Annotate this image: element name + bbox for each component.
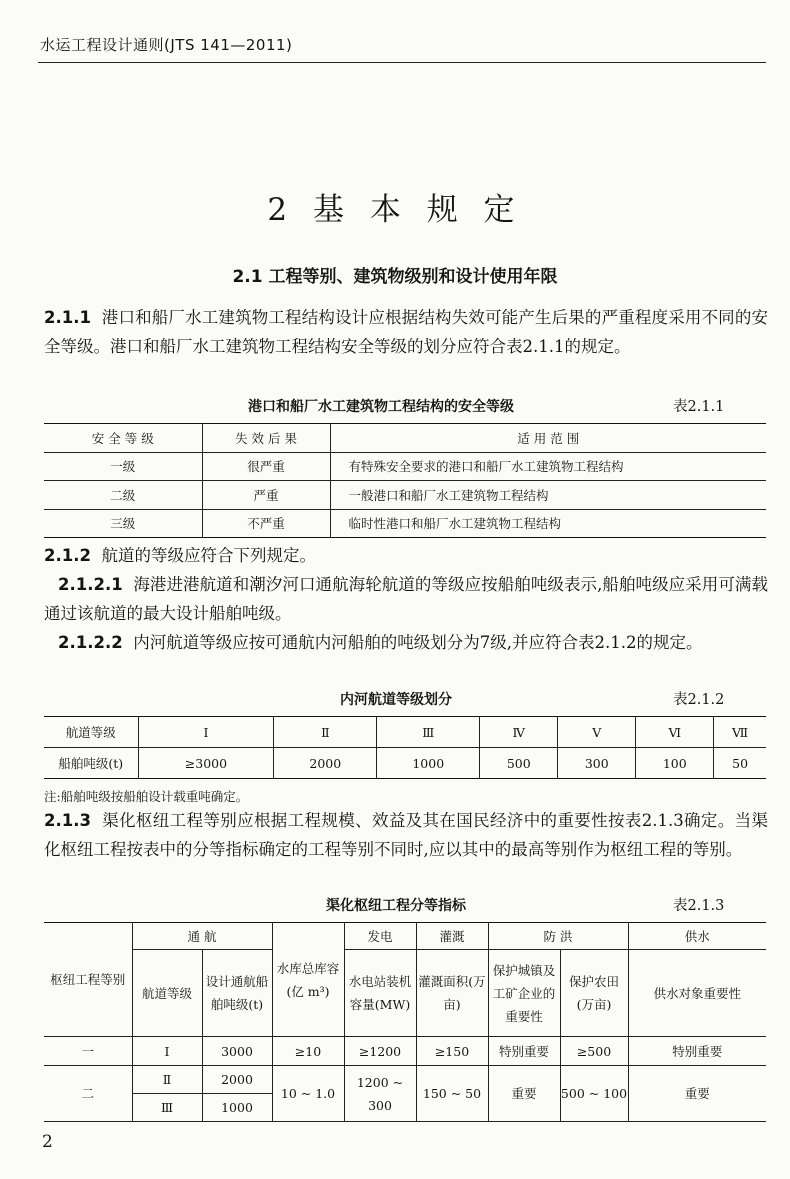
- header-rule: [38, 62, 766, 63]
- table-cell: ≥3000: [138, 748, 274, 779]
- header-cell: 发电: [344, 923, 416, 950]
- table-cell: 2000: [202, 1066, 272, 1094]
- table-cell: Ⅱ: [132, 1066, 202, 1094]
- clause-number: 2.1.2.2: [58, 633, 123, 652]
- table-note: 注:船舶吨级按船舶设计载重吨确定。: [44, 789, 249, 804]
- table-cell: 50: [714, 748, 766, 779]
- clause-number: 2.1.2.1: [58, 575, 123, 594]
- table-cell: 重要: [628, 1066, 766, 1122]
- header-cell: 灌溉: [416, 923, 488, 950]
- table-cell: 临时性港口和船厂水工建筑物工程结构: [330, 509, 766, 538]
- section-title: 2.1 工程等别、建筑物级别和设计使用年限: [232, 267, 558, 287]
- table-cell: 10 ~ 1.0: [272, 1066, 344, 1122]
- table-cell: Ⅲ: [377, 717, 480, 748]
- table-cell: Ⅰ: [132, 1037, 202, 1066]
- table-cell: Ⅵ: [636, 717, 714, 748]
- header-cell: 航道等级: [132, 950, 202, 1037]
- table-cell: Ⅳ: [480, 717, 558, 748]
- table-cell: 100: [636, 748, 714, 779]
- table-cell: 有特殊安全要求的港口和船厂水工建筑物工程结构: [330, 452, 766, 481]
- table-cell: ≥150: [416, 1037, 488, 1066]
- table-cell: 150 ~ 50: [416, 1066, 488, 1122]
- header-cell: 适 用 范 围: [330, 424, 766, 453]
- table-number: 表2.1.3: [673, 898, 725, 914]
- table-cell: 1000: [202, 1094, 272, 1122]
- table-cell: 二: [44, 1066, 132, 1122]
- clause-2-1-3: [44, 806, 768, 864]
- table-number: 表2.1.1: [673, 399, 725, 415]
- waterway-grade-table: [44, 716, 766, 779]
- table-cell: 特别重要: [488, 1037, 560, 1066]
- clause-2-1-1: [44, 303, 768, 361]
- table-row: [44, 1066, 766, 1094]
- clause-text: 港口和船厂水工建筑物工程结构设计应根据结构失效可能产生后果的严重程度采用不同的安全等级。港口和船厂水工建筑物工程结构安全等级的划分应符合表2.1.1的规定。: [44, 308, 768, 356]
- table-cell: 2000: [274, 748, 377, 779]
- table-row: [44, 1037, 766, 1066]
- header-cell: 设计通航船舶吨级(t): [202, 950, 272, 1037]
- table-cell: Ⅰ: [138, 717, 274, 748]
- header-cell: 保护城镇及工矿企业的重要性: [488, 950, 560, 1037]
- row-label: 航道等级: [44, 717, 138, 748]
- table-cell: 严重: [202, 481, 330, 510]
- table-cell: ≥10: [272, 1037, 344, 1066]
- table-number: 表2.1.2: [673, 692, 725, 708]
- table-cell: ≥500: [560, 1037, 628, 1066]
- table-cell: 一般港口和船厂水工建筑物工程结构: [330, 481, 766, 510]
- table-row: [44, 717, 766, 748]
- table-row: [44, 509, 766, 538]
- header-cell: 防 洪: [488, 923, 628, 950]
- clause-text: 渠化枢纽工程等别应根据工程规模、效益及其在国民经济中的重要性按表2.1.3确定。当渠化枢纽工程按表中的分等指标确定的工程等别不同时,应以其中的最高等别作为枢纽工程的等别。: [44, 811, 768, 859]
- table-cell: Ⅲ: [132, 1094, 202, 1122]
- clause-2-1-2: [44, 541, 768, 570]
- header-cell: 供水对象重要性: [628, 950, 766, 1037]
- table-cell: 重要: [488, 1066, 560, 1122]
- table-cell: 特别重要: [628, 1037, 766, 1066]
- clause-text: 内河航道等级应按可通航内河船舶的吨级划分为7级,并应符合表2.1.2的规定。: [133, 633, 703, 652]
- header-cell: 失 效 后 果: [202, 424, 330, 453]
- table-cell: 3000: [202, 1037, 272, 1066]
- clause-number: 2.1.3: [44, 811, 91, 830]
- page-number: 2: [42, 1132, 53, 1152]
- clause-number: 2.1.1: [44, 308, 91, 327]
- table-caption: 渠化枢纽工程分等指标: [326, 898, 466, 914]
- clause-2-1-2-2: [44, 628, 768, 657]
- table-cell: 二级: [44, 481, 202, 510]
- header-cell: 水电站装机容量(MW): [344, 950, 416, 1037]
- header-cell: 通 航: [132, 923, 272, 950]
- header-cell: 枢纽工程等别: [44, 923, 132, 1037]
- table-cell: Ⅴ: [558, 717, 636, 748]
- canalization-grade-table: [44, 922, 766, 1122]
- chapter-title: 2 基 本 规 定: [267, 192, 523, 228]
- table-header-row: [44, 950, 766, 1037]
- table-cell: 300: [558, 748, 636, 779]
- table-cell: 500 ~ 100: [560, 1066, 628, 1122]
- safety-grade-table: [44, 423, 766, 538]
- header-cell: 保护农田(万亩): [560, 950, 628, 1037]
- clause-number: 2.1.2: [44, 546, 91, 565]
- table-cell: Ⅶ: [714, 717, 766, 748]
- row-label: 船舶吨级(t): [58, 756, 124, 771]
- clause-2-1-2-1: [44, 570, 768, 628]
- clause-text: 海港进港航道和潮汐河口通航海轮航道的等级应按船舶吨级表示,船舶吨级应采用可满载通过该航道的最大设计船舶吨级。: [44, 575, 768, 623]
- running-header: 水运工程设计通则(JTS 141—2011): [40, 36, 293, 54]
- table-row: [44, 748, 766, 779]
- table-cell: Ⅱ: [274, 717, 377, 748]
- clause-text: 航道的等级应符合下列规定。: [101, 546, 316, 565]
- table-cell: 不严重: [202, 509, 330, 538]
- table-cell: 很严重: [202, 452, 330, 481]
- table-cell: 1000: [377, 748, 480, 779]
- table-cell: 一: [44, 1037, 132, 1066]
- table-row: [44, 452, 766, 481]
- table-cell: 1200 ~ 300: [344, 1066, 416, 1122]
- table-cell: 一级: [44, 452, 202, 481]
- table-header-row: [44, 923, 766, 950]
- header-cell: 灌溉面积(万亩): [416, 950, 488, 1037]
- table-caption: 港口和船厂水工建筑物工程结构的安全等级: [248, 399, 514, 415]
- header-cell: 水库总库容(亿 m³): [272, 923, 344, 1037]
- table-caption: 内河航道等级划分: [340, 692, 452, 708]
- table-cell: 三级: [110, 516, 136, 532]
- table-header-row: [44, 424, 766, 453]
- table-cell: 500: [480, 748, 558, 779]
- table-row: [44, 481, 766, 510]
- table-cell: ≥1200: [344, 1037, 416, 1066]
- header-cell: 安 全 等 级: [44, 424, 202, 453]
- header-cell: 供水: [628, 923, 766, 950]
